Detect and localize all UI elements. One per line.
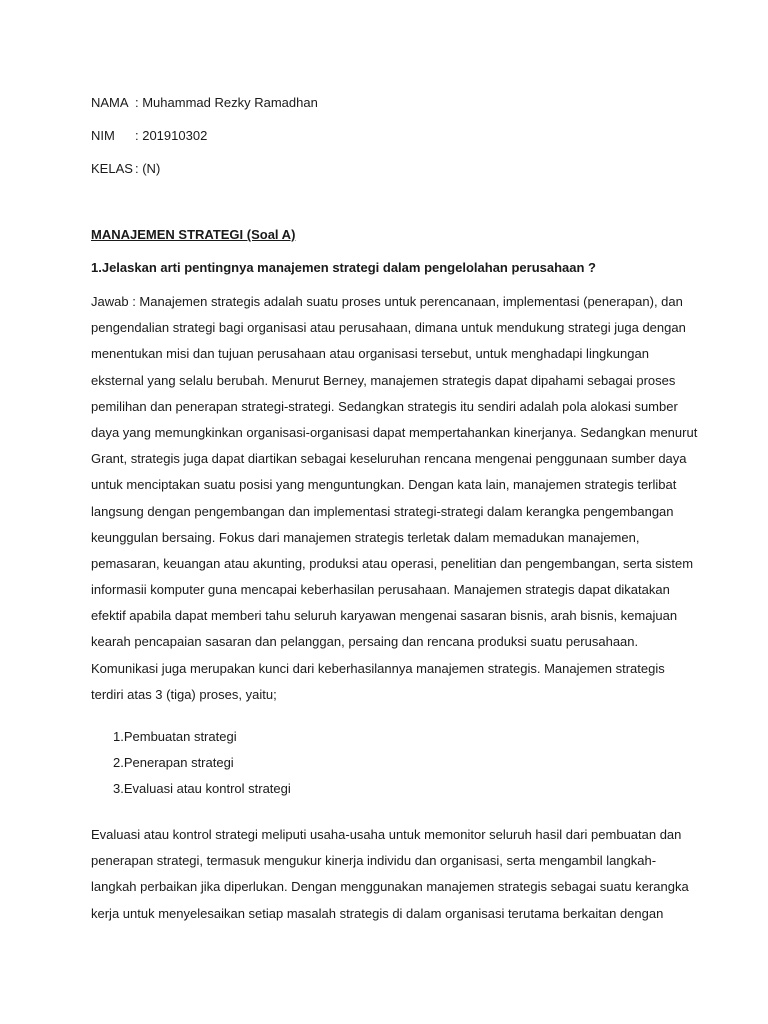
answer-line: pemilihan dan penerapan strategi-strategi. Sedangkan strategis itu sendiri adalah pola alokasi sumber [91, 398, 678, 414]
answer-line: terdiri atas 3 (tiga) proses, yaitu; [91, 686, 277, 702]
kelas-label: KELAS [91, 161, 133, 176]
process-list [113, 729, 291, 807]
answer-line: pemasaran, keuangan atau akunting, produksi atau operasi, penelitian dan pengembangan, serta sistem [91, 555, 694, 571]
list-item: 2.Penerapan strategi [113, 755, 234, 770]
header-kelas-row [91, 161, 160, 177]
answer-line: Grant, strategis juga dapat diartikan sebagai keseluruhan rencana mengenai penggunaan sumber daya [91, 451, 687, 467]
header-nim-row [91, 128, 207, 144]
answer-line: langsung dengan pengembangan dan implementasi strategi-strategi dalam kerangka pengembangan [91, 503, 674, 519]
nama-label: NAMA [91, 95, 129, 110]
nama-value: : Muhammad Rezky Ramadhan [135, 95, 318, 110]
answer-paragraph [91, 294, 698, 713]
answer-line: kearah pencapaian sasaran dan pelanggan, persaing dan rencana produksi suatu perusahaan. [91, 634, 639, 650]
nim-value: : 201910302 [135, 128, 208, 143]
kelas-value: : (N) [135, 161, 161, 176]
closing-line: langkah perbaikan jika diperlukan. Dengan menggunakan manajemen strategis sebagai suatu kerangka [91, 879, 689, 895]
answer-line: daya yang memungkinkan organisasi-organisasi dapat mempertahankan kinerjanya. Sedangkan menurut [91, 424, 698, 440]
answer-line: Jawab : Manajemen strategis adalah suatu proses untuk perencanaan, implementasi (penerapan), dan [91, 294, 683, 309]
closing-line: kerja untuk menyelesaikan setiap masalah strategis di dalam organisasi terutama berkaitan dengan [91, 905, 664, 921]
answer-line: untuk menciptakan suatu posisi yang menguntungkan. Dengan kata lain, manajemen strategis terlibat [91, 477, 677, 493]
answer-line: Komunikasi juga merupakan kunci dari keberhasilannya manajemen strategis. Manajemen strategis [91, 660, 665, 676]
answer-line: efektif apabila dapat memberi tahu seluruh karyawan mengenai sasaran bisnis, arah bisnis, kemajuan [91, 608, 678, 624]
answer-line: pengendalian strategi bagi organisasi atau perusahaan, dimana untuk mendukung strategi juga dengan [91, 320, 686, 336]
closing-line: Evaluasi atau kontrol strategi meliputi usaha-usaha untuk memonitor seluruh hasil dari pembuatan dan [91, 827, 682, 842]
list-item: 1.Pembuatan strategi [113, 729, 237, 744]
question-text: 1.Jelaskan arti pentingnya manajemen strategi dalam pengelolahan perusahaan ? [91, 260, 597, 275]
header-nama-row [91, 95, 318, 111]
answer-line: menentukan misi dan tujuan perusahaan atau organisasi tersebut, untuk menghadapi lingkungan [91, 346, 649, 362]
answer-line: keunggulan bersaing. Fokus dari manajemen strategis terletak dalam memadukan manajemen, [91, 529, 640, 545]
document-title: MANAJEMEN STRATEGI (Soal A) [91, 227, 296, 242]
list-item: 3.Evaluasi atau kontrol strategi [113, 781, 291, 796]
closing-line: penerapan strategi, termasuk mengukur kinerja individu dan organisasi, serta mengambil langkah- [91, 853, 657, 869]
closing-paragraph [91, 827, 691, 932]
answer-line: eksternal yang selalu berubah. Menurut Berney, manajemen strategis dapat dipahami sebagai proses [91, 372, 676, 388]
nim-label: NIM [91, 128, 115, 143]
answer-line: informasii komputer guna mencapai keberhasilan perusahaan. Manajemen strategis dapat dikatakan [91, 582, 670, 598]
